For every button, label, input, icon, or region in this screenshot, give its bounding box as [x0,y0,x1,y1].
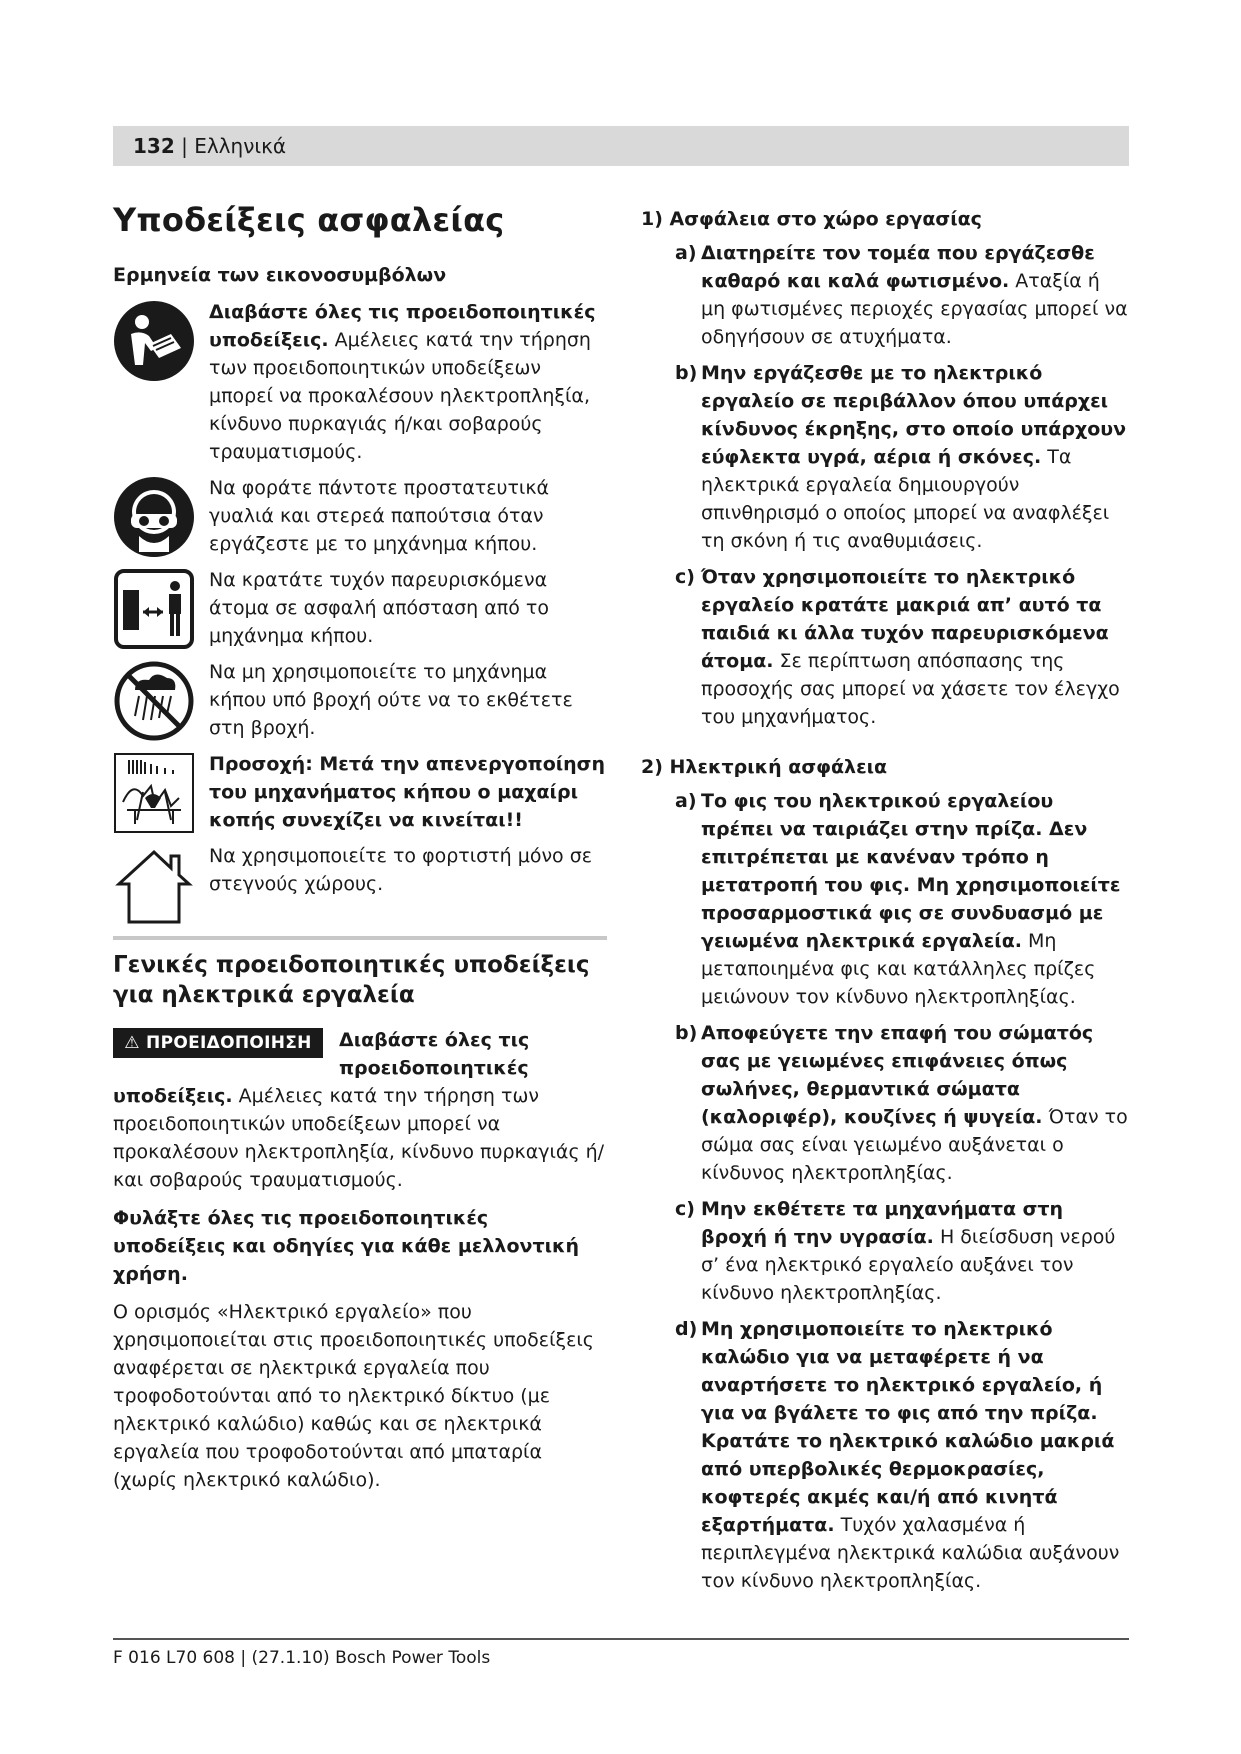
item-label: c) [675,566,695,588]
section-heading: 2) Ηλεκτρική ασφάλεια [641,756,888,778]
left-column [113,200,607,1504]
item-label: c) [675,1198,695,1220]
item-label: b) [675,1022,698,1044]
symbol-row [113,658,607,742]
item-text: Τα ηλεκτρικά εργαλεία δημιουργούν σπινθηρισμό ο οποίος μπορεί να αναφλέξει τη σκόνη ή τις αναθυμιάσεις. [701,446,1110,552]
item-bold-text: Μην εκθέτετε τα μηχανήματα στη βροχή ή την υγρασία. [701,1198,1064,1248]
no-rain-icon [113,660,195,742]
page-number: 132 [133,134,175,158]
list-item [641,563,1129,731]
read-manual-icon [113,300,195,382]
item-bold-text: Αποφεύγετε την επαφή του σώματός σας με γειωμένες επιφάνειες όπως σωλήνες, θερμαντικά σώματα (καλοριφέρ), κουζίνες ή ψυγεία. [701,1022,1094,1128]
page-footer: F 016 L70 608 | (27.1.10) Bosch Power Tools [113,1648,491,1668]
item-label: a) [675,242,697,264]
item-text: Όταν το σώμα σας είναι γειωμένο αυξάνεται ο κίνδυνος ηλεκτροπληξίας. [701,1106,1128,1184]
item-bold-text: Μην εργάζεσθε με το ηλεκτρικό εργαλείο σε περιβάλλον όπου υπάρχει κίνδυνος έκρηξης, στο οποίο υπάρχουν εύφλεκτα υγρά, αέρια ή σκόνες. [701,362,1127,468]
safe-distance-icon [113,568,195,650]
symbol-bold-text: Προσοχή: Μετά την απενεργοποίηση του μηχανήματος κήπου ο μαχαίρι κοπής συνεχίζει να κινείται!! [209,753,605,831]
keep-instructions: Φυλάξτε όλες τις προειδοποιητικές υποδείξεις και οδηγίες για κάθε μελλοντική χρήση. [113,1207,579,1285]
item-label: b) [675,362,698,384]
symbol-text: Αμέλειες κατά την τήρηση των προειδοποιητικών υποδείξεων μπορεί να προκαλέσουν ηλεκτροπληξία, κίνδυνο πυρκαγιάς ή/και σοβαρούς τραυματισμούς. [209,329,591,463]
item-bold-text: Το φις του ηλεκτρικού εργαλείου πρέπει να ταιριάζει στην πρίζα. Δεν επιτρέπεται με κανέναν τρόπο η μετατροπή του φις. Μη χρησιμοποιείτε προσαρμοστικά φις σε συνδυασμό με γειωμένα ηλεκτρικά εργαλεία. [701,790,1121,952]
item-text: Αταξία ή μη φωτισμένες περιοχές εργασίας μπορεί να οδηγήσουν σε ατυχήματα. [701,270,1128,348]
list-item [641,787,1129,1011]
list-item [641,1195,1129,1307]
symbol-row [113,298,607,466]
header-language: Ελληνικά [194,134,287,158]
item-bold-text: Όταν χρησιμοποιείτε το ηλεκτρικό εργαλείο κρατάτε μακριά απ’ αυτό τα παιδιά κι άλλα τυχόν παρευρισκόμενα άτομα. [701,566,1109,672]
symbol-row [113,750,607,834]
symbols-heading: Ερμηνεία των εικονοσυμβόλων [113,264,447,286]
warning-text: Αμέλειες κατά την τήρηση των προειδοποιητικών υποδείξεων μπορεί να προκαλέσουν ηλεκτροπληξία, κίνδυνο πυρκαγιάς ή/και σοβαρούς τραυματισμούς. [113,1085,605,1191]
symbol-row [113,474,607,558]
symbol-text: Να μη χρησιμοποιείτε το μηχάνημα κήπου υπό βροχή ούτε να το εκθέτετε στη βροχή. [209,661,573,739]
item-bold-text: Διατηρείτε τον τομέα που εργάζεσθε καθαρό και καλά φωτισμένο. [701,242,1095,292]
rotating-blade-icon [113,752,195,834]
general-warnings-title: Γενικές προειδοποιητικές υποδείξεις για ηλεκτρικά εργαλεία [113,952,590,1008]
footer-rule [113,1638,1129,1640]
warning-bold-text: Διαβάστε όλες τις προειδοποιητικές υποδείξεις. [113,1029,530,1107]
page-header: 132 | Ελληνικά [113,126,1129,166]
symbol-row [113,842,607,898]
warning-badge: ⚠ ΠΡΟΕΙΔΟΠΟΙΗΣΗ [113,1028,323,1058]
power-tool-definition: Ο ορισμός «Ηλεκτρικό εργαλείο» που χρησιμοποιείται στις προειδοποιητικές υποδείξεις αναφέρεται σε ηλεκτρικά εργαλεία που τροφοδοτούνται από το ηλεκτρικό δίκτυο (με ηλεκτρικό καλώδιο) καθώς και σε ηλεκτρικά εργαλεία που τροφοδοτούνται από μπαταρία (χωρίς ηλεκτρικό καλώδιο). [113,1301,594,1491]
item-label: a) [675,790,697,812]
list-item [641,239,1129,351]
symbol-bold-text: Διαβάστε όλες τις προειδοποιητικές υποδείξεις. [209,301,596,351]
symbol-text: Να φοράτε πάντοτε προστατευτικά γυαλιά και στερεά παπούτσια όταν εργάζεστε με το μηχάνημα κήπου. [209,477,550,555]
indoor-house-icon [113,844,195,926]
item-label: d) [675,1318,698,1340]
symbol-text: Να χρησιμοποιείτε το φορτιστή μόνο σε στεγνούς χώρους. [209,845,593,895]
symbol-row [113,566,607,650]
symbol-text: Να κρατάτε τυχόν παρευρισκόμενα άτομα σε ασφαλή απόσταση από το μηχάνημα κήπου. [209,569,549,647]
eye-protection-icon [113,476,195,558]
section-divider [113,936,607,940]
right-column [641,205,1129,1603]
list-item [641,359,1129,555]
item-text: Τυχόν χαλασμένα ή περιπλεγμένα ηλεκτρικά καλώδια αυξάνουν τον κίνδυνο ηλεκτροπληξίας. [701,1514,1120,1592]
list-item [641,1315,1129,1595]
item-text: Η διείσδυση νερού σ’ ένα ηλεκτρικό εργαλείο αυξάνει τον κίνδυνο ηλεκτροπληξίας. [701,1226,1116,1304]
item-text: Σε περίπτωση απόσπασης της προσοχής σας μπορεί να χάσετε τον έλεγχο του μηχανήματος. [701,650,1120,728]
item-text: Μη μεταποιημένα φις και κατάλληλες πρίζες μειώνουν τον κίνδυνο ηλεκτροπληξίας. [701,930,1096,1008]
section-heading: 1) Ασφάλεια στο χώρο εργασίας [641,208,982,230]
item-bold-text: Μη χρησιμοποιείτε το ηλεκτρικό καλώδιο για να μεταφέρετε ή να αναρτήσετε το ηλεκτρικό εργαλείο, ή για να βγάλετε το φις από την πρίζα. Κρατάτε το ηλεκτρικό καλώδιο μακριά από υπερβολικές θερμοκρασίες, κοφτερές ακμές και/ή από κινητά εξαρτήματα. [701,1318,1115,1536]
general-warning-block [113,1026,607,1194]
list-item [641,1019,1129,1187]
page-title: Υποδείξεις ασφαλείας [113,201,505,239]
